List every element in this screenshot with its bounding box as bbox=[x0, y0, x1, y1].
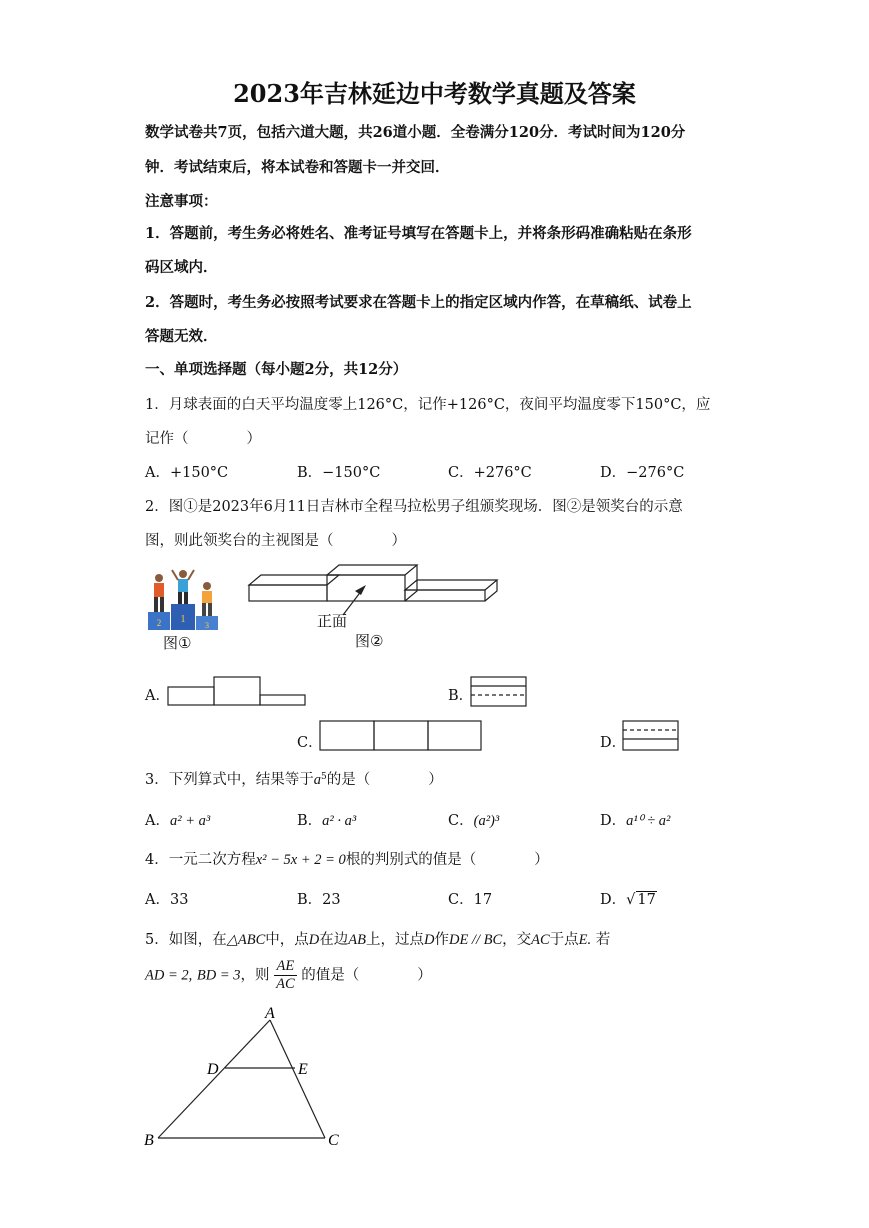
q2-option-c-drawing bbox=[319, 720, 484, 752]
vertex-e-label: E bbox=[298, 1061, 308, 1078]
page-title: 2023年吉林延边中考数学真题及答案 bbox=[233, 79, 636, 108]
q1-option-b: B．−150°C bbox=[297, 465, 381, 481]
q2-option-b-label: B． bbox=[448, 688, 474, 704]
middle-block-front bbox=[327, 575, 405, 601]
figure-1-label: 图① bbox=[163, 634, 192, 652]
q1-stem-line-2: 记作（ ） bbox=[145, 431, 261, 447]
front-label: 正面 bbox=[317, 612, 348, 630]
left-block-front bbox=[249, 585, 327, 601]
q5-stem-line-1: 5．如图，在△ABC中，点D在边AB上，过点D作DE // BC，交AC于点E. 若 bbox=[145, 932, 611, 948]
q2-option-c-label: C． bbox=[297, 735, 323, 751]
q3-option-a: A．a² + a³ bbox=[145, 813, 211, 829]
podium-photo-figure bbox=[145, 568, 225, 632]
figure-2-label: 图② bbox=[355, 632, 384, 650]
q3-stem: 3．下列算式中，结果等于$a^5$的是（ ） bbox=[145, 772, 443, 788]
q3-option-d: D．a¹⁰ ÷ a² bbox=[600, 813, 671, 829]
q2-stem-line-2: 图，则此领奖台的主视图是（ ） bbox=[145, 533, 406, 549]
q2-option-d-label: D． bbox=[600, 735, 627, 751]
q2-option-b-drawing bbox=[470, 676, 528, 708]
q3-option-c: C．(a²)³ bbox=[448, 813, 500, 829]
left-block-top bbox=[249, 575, 339, 585]
podium-number-2: 2 bbox=[156, 618, 162, 628]
q1-option-c: C．+276°C bbox=[448, 465, 532, 481]
podium-number-1: 1 bbox=[180, 614, 186, 625]
notes-item-2-line-2: 答题无效． bbox=[145, 328, 218, 345]
q5-stem-line-2: AD = 2, BD = 3，则 $\frac{AE}{AC}$ 的值是（ ） bbox=[145, 958, 432, 992]
vertex-b-label: B bbox=[144, 1132, 154, 1149]
section-1-heading: 一、单项选择题（每小题2分，共12分） bbox=[145, 361, 408, 378]
side-ac bbox=[270, 1020, 325, 1138]
notes-item-1-line-2: 码区域内． bbox=[145, 259, 218, 276]
q1-option-d: D．−276°C bbox=[600, 465, 685, 481]
q3-option-b: B．a² · a³ bbox=[297, 813, 357, 829]
q4-option-d: D．√ 17 bbox=[600, 892, 656, 908]
side-ab bbox=[158, 1020, 270, 1138]
q4-equation: x² − 5x + 2 = 0 bbox=[255, 852, 346, 868]
notes-item-1-line-1: 1．答题前，考生务必将姓名、准考证号填写在答题卡上，并将条形码准确粘贴在条形 bbox=[145, 225, 692, 242]
q5-fraction bbox=[274, 958, 297, 993]
q5-fraction-numerator: AE bbox=[274, 958, 297, 976]
triangle-abc-figure bbox=[140, 1000, 350, 1155]
podium-schematic-figure bbox=[245, 560, 500, 630]
q1-option-a: A．+150°C bbox=[145, 465, 229, 481]
vertex-a-label: A bbox=[265, 1005, 275, 1022]
q4-stem: 4．一元二次方程x² − 5x + 2 = 0根的判别式的值是（ ） bbox=[145, 852, 549, 868]
notes-heading: 注意事项： bbox=[145, 193, 218, 210]
q1-stem-line-1: 1．月球表面的白天平均温度零上126°C，记作+126°C，夜间平均温度零下150°C，应 bbox=[145, 397, 711, 413]
right-block-top bbox=[405, 580, 497, 590]
vertex-c-label: C bbox=[328, 1132, 339, 1149]
podium-number-3: 3 bbox=[205, 621, 209, 630]
sqrt-sign: √ bbox=[626, 892, 636, 908]
q4-option-a: A．33 bbox=[145, 892, 189, 908]
q3-base: a bbox=[313, 772, 321, 788]
front-arrow-head bbox=[355, 585, 366, 595]
intro-line-1: 数学试卷共7页，包括六道大题，共26道小题．全卷满分120分．考试时间为120分 bbox=[145, 124, 686, 141]
q2-stem-line-1: 2．图①是2023年6月11日吉林市全程马拉松男子组颁奖现场．图②是领奖台的示意 bbox=[145, 499, 683, 515]
q3-exponent: 5 bbox=[320, 772, 327, 782]
q5-fraction-denominator: AC bbox=[276, 976, 295, 992]
q4-option-b: B．23 bbox=[297, 892, 341, 908]
q2-option-a-label: A． bbox=[145, 688, 170, 704]
q2-option-d-drawing bbox=[622, 720, 680, 752]
intro-line-2: 钟．考试结束后，将本试卷和答题卡一并交回． bbox=[145, 159, 450, 176]
vertex-d-label: D bbox=[207, 1061, 219, 1078]
q2-option-a-drawing bbox=[167, 676, 307, 708]
middle-block-top bbox=[327, 565, 417, 575]
q4-option-d-radicand: 17 bbox=[637, 892, 656, 908]
notes-item-2-line-1: 2．答题时，考生务必按照考试要求在答题卡上的指定区域内作答，在草稿纸、试卷上 bbox=[145, 294, 692, 311]
q4-option-c: C．17 bbox=[448, 892, 493, 908]
